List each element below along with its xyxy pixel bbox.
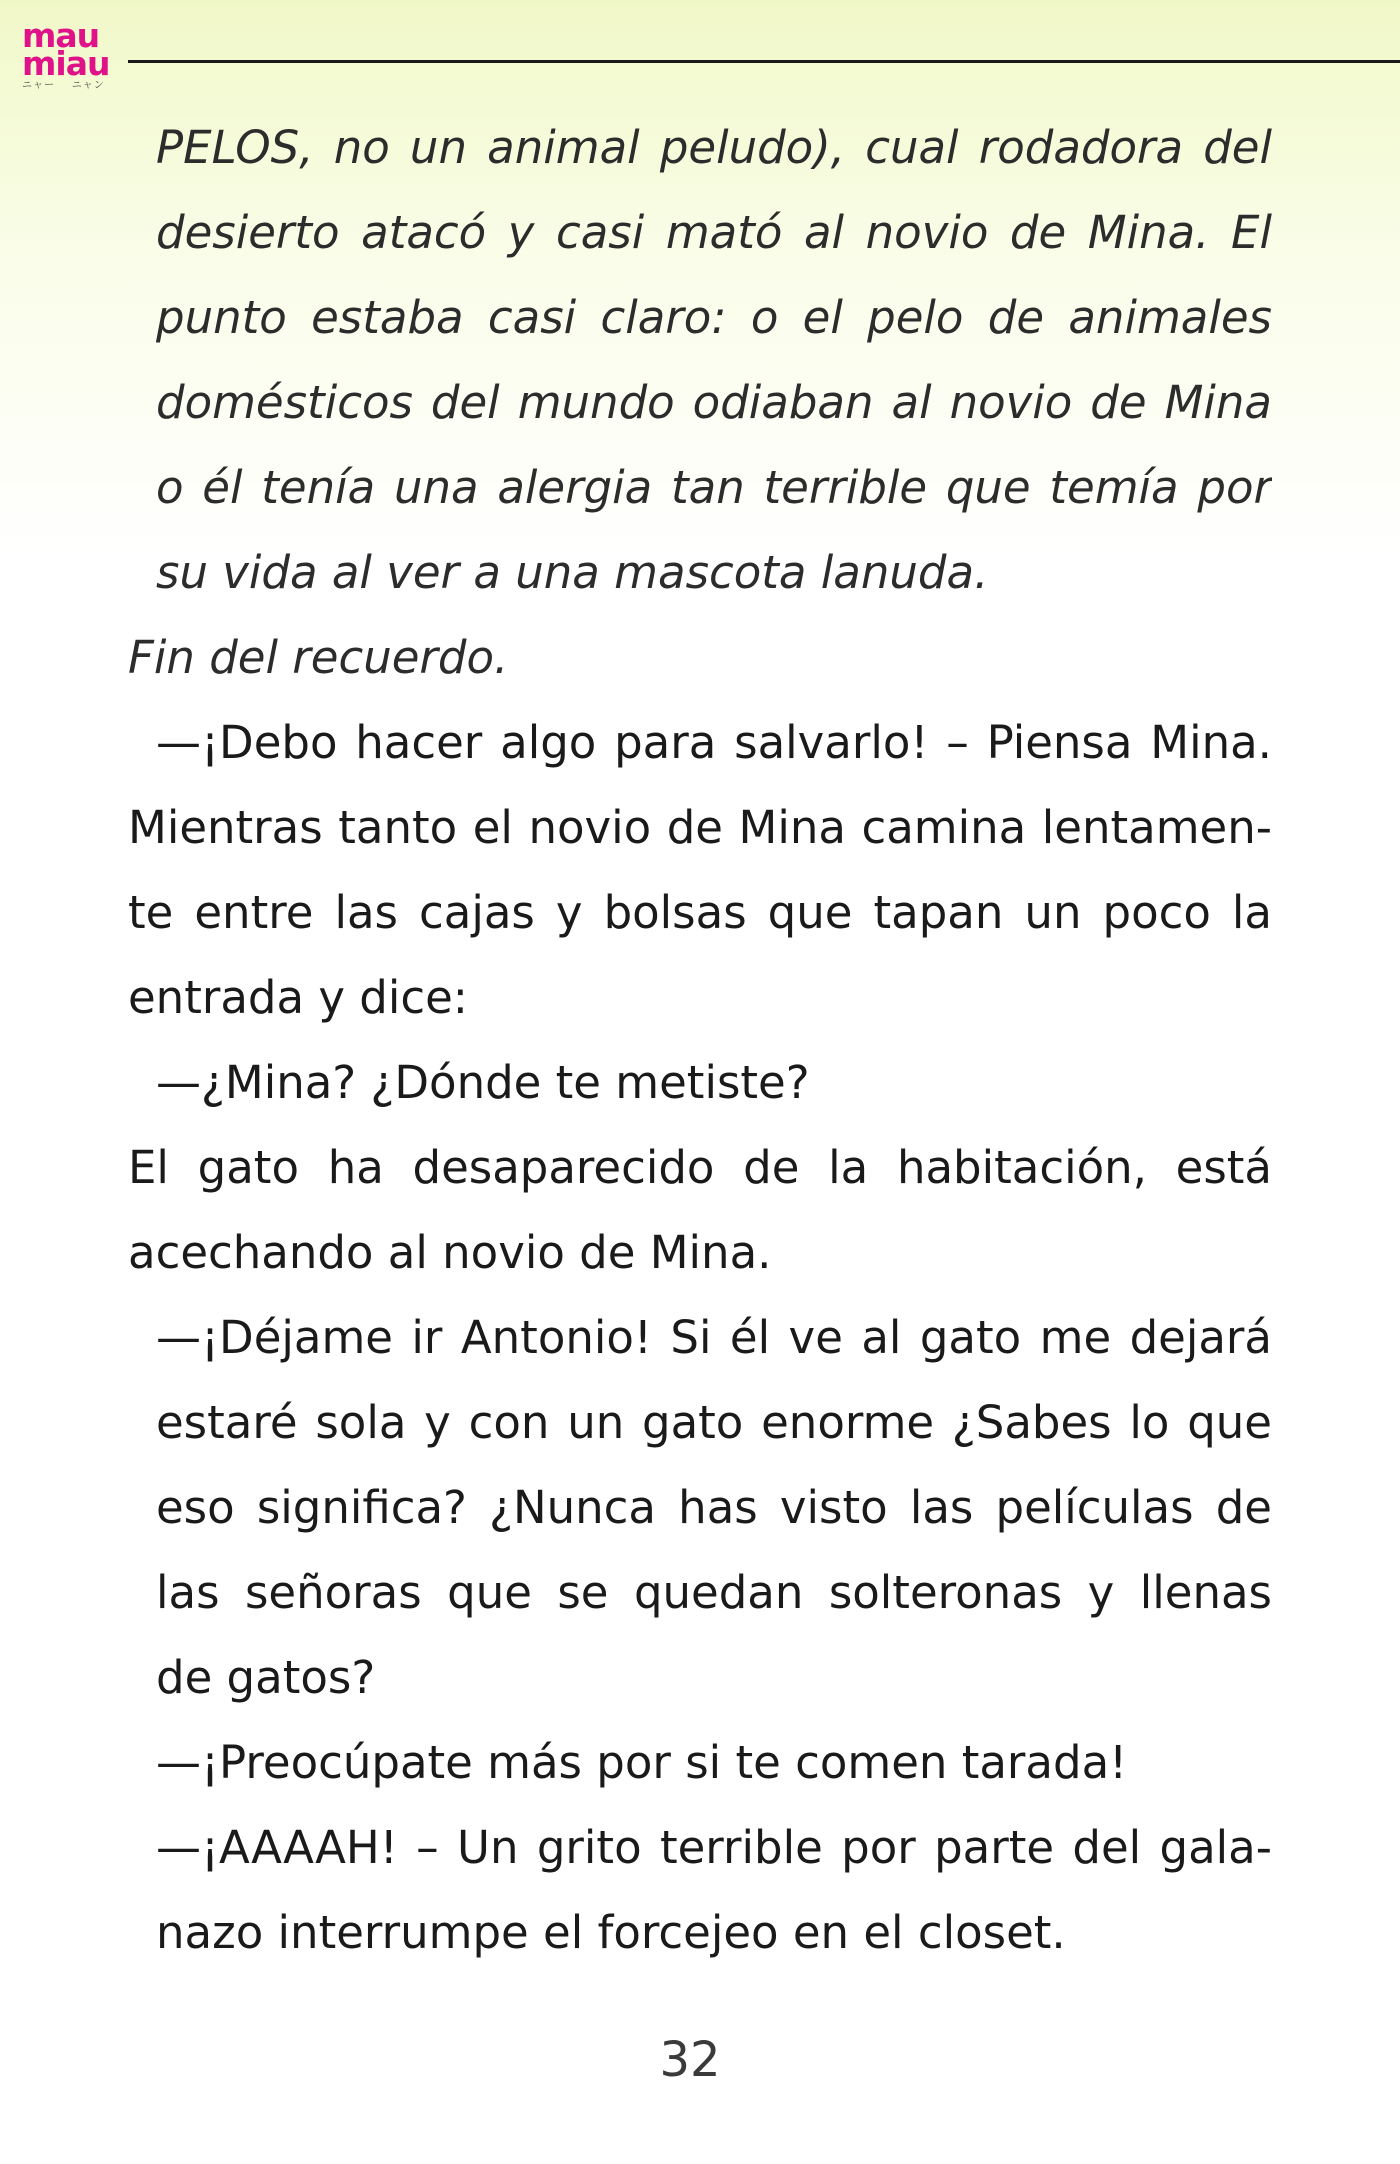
logo-line-2 — [22, 44, 132, 83]
text-line: —¡Déjame ir Antonio! Si él ve al gato me dejará — [156, 1311, 1272, 1364]
logo-subtitle-right: ニャン — [71, 80, 105, 91]
header-rule — [128, 60, 1400, 63]
text-line: —¿Mina? ¿Dónde te metiste? — [156, 1056, 810, 1109]
text-line: —¡Preocúpate más por si te comen tarada! — [156, 1736, 1128, 1789]
text-line: eso significa? ¿Nunca has visto las películas de — [156, 1481, 1272, 1534]
text-line: estaré sola y con un gato enorme ¿Sabes lo que — [156, 1396, 1272, 1449]
text-line: —¡AAAAH! – Un grito terrible por parte del gala- — [156, 1821, 1272, 1874]
text-line: Mientras tanto el novio de Mina camina lentamen- — [128, 801, 1272, 854]
text-line: o él tenía una alergia tan terrible que temía por — [156, 461, 1272, 514]
publisher-logo — [22, 16, 132, 100]
text-line: nazo interrumpe el forcejeo en el closet. — [156, 1906, 1066, 1959]
logo-subtitle-left: ニャー — [22, 80, 55, 91]
text-line: de gatos? — [156, 1651, 376, 1704]
logo-line-2-text: miau — [22, 44, 110, 83]
page-header — [0, 0, 1400, 110]
text-line: su vida al ver a una mascota lanuda. — [156, 546, 989, 599]
text-line: punto estaba casi claro: o el pelo de animales — [156, 291, 1272, 344]
text-line: Fin del recuerdo. — [128, 631, 509, 684]
text-line: El gato ha desaparecido de la habitación, está — [128, 1141, 1272, 1194]
text-line: entrada y dice: — [128, 971, 468, 1024]
text-line: acechando al novio de Mina. — [128, 1226, 772, 1279]
text-line: las señoras que se quedan solteronas y llenas — [156, 1566, 1272, 1619]
page-number: 32 — [659, 2032, 721, 2088]
logo-line-1: mau — [22, 16, 100, 55]
text-line: PELOS, no un animal peludo), cual rodadora del — [156, 121, 1272, 174]
text-line: —¡Debo hacer algo para salvarlo! – Piensa Mina. — [156, 716, 1272, 769]
text-line: te entre las cajas y bolsas que tapan un poco la — [128, 886, 1272, 939]
text-line: desierto atacó y casi mató al novio de Mina. El — [156, 206, 1272, 259]
text-line: domésticos del mundo odiaban al novio de Mina — [156, 376, 1272, 429]
logo-subtitle — [22, 80, 132, 92]
